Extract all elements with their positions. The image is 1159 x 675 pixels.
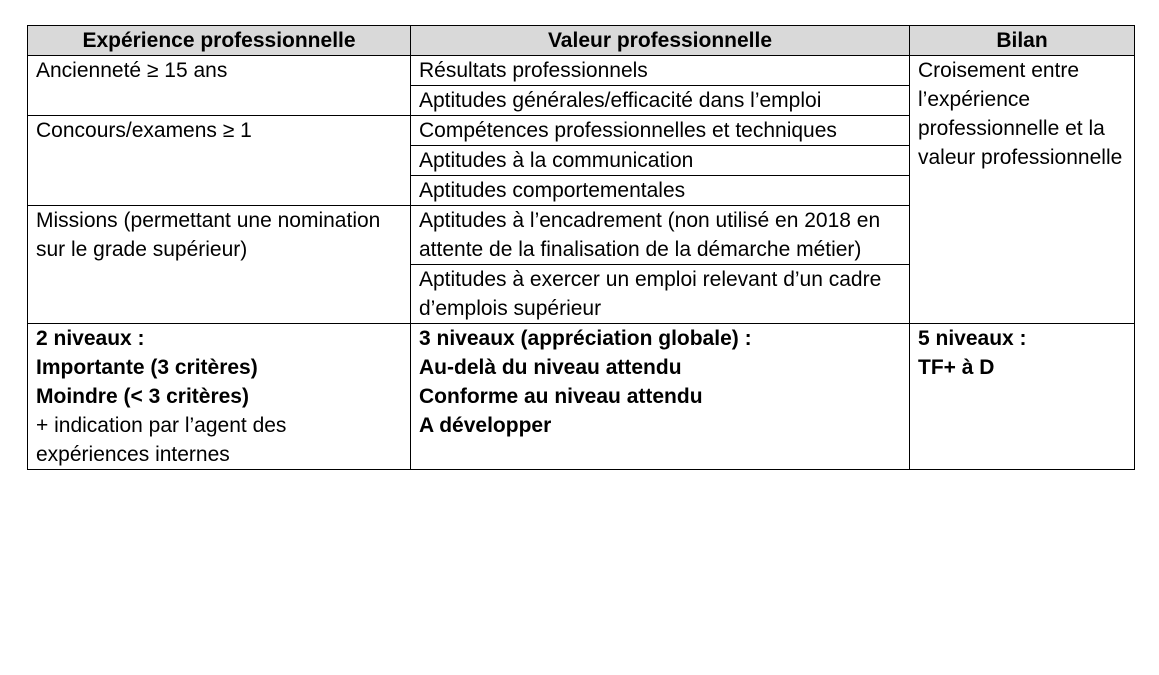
- header-valeur: Valeur professionnelle: [411, 26, 910, 56]
- bilan-levels-heading: 5 niveaux :: [918, 327, 1027, 350]
- valeur-criterion: Résultats professionnels: [411, 56, 910, 86]
- experience-criterion: Concours/examens ≥ 1: [28, 116, 411, 206]
- valeur-levels: [411, 324, 910, 470]
- experience-level-item: Moindre (< 3 critères): [36, 385, 249, 408]
- header-bilan: Bilan: [910, 26, 1135, 56]
- experience-levels-heading: 2 niveaux :: [36, 327, 145, 350]
- valeur-level-item: A développer: [419, 414, 552, 437]
- experience-level-item: Importante (3 critères): [36, 356, 258, 379]
- experience-criterion: Missions (permettant une nomination sur le grade supérieur): [28, 206, 411, 324]
- valeur-criterion: Aptitudes à exercer un emploi relevant d’un cadre d’emplois supérieur: [411, 265, 910, 324]
- valeur-level-item: Conforme au niveau attendu: [419, 385, 703, 408]
- experience-levels-note: + indication par l’agent des expériences internes: [36, 414, 287, 466]
- valeur-levels-heading: 3 niveaux (appréciation globale) :: [419, 327, 752, 350]
- bilan-level-item: TF+ à D: [918, 356, 995, 379]
- valeur-criterion: Aptitudes comportementales: [411, 176, 910, 206]
- bilan-cell: [910, 56, 1135, 324]
- header-row: [28, 26, 1135, 56]
- evaluation-table: [27, 25, 1135, 470]
- valeur-criterion: Compétences professionnelles et techniques: [411, 116, 910, 146]
- table-row: [28, 56, 1135, 86]
- valeur-criterion: Aptitudes à la communication: [411, 146, 910, 176]
- valeur-level-item: Au-delà du niveau attendu: [419, 356, 682, 379]
- header-experience: Expérience professionnelle: [28, 26, 411, 56]
- bilan-levels: [910, 324, 1135, 470]
- valeur-criterion: Aptitudes générales/efficacité dans l’emploi: [411, 86, 910, 116]
- valeur-criterion: Aptitudes à l’encadrement (non utilisé en 2018 en attente de la finalisation de la démarche métier): [411, 206, 910, 265]
- levels-row: [28, 324, 1135, 470]
- experience-criterion: Ancienneté ≥ 15 ans: [28, 56, 411, 116]
- bilan-text: Croisement entre l’expérience professionnelle et la valeur professionnelle: [918, 59, 1123, 169]
- experience-levels: [28, 324, 411, 470]
